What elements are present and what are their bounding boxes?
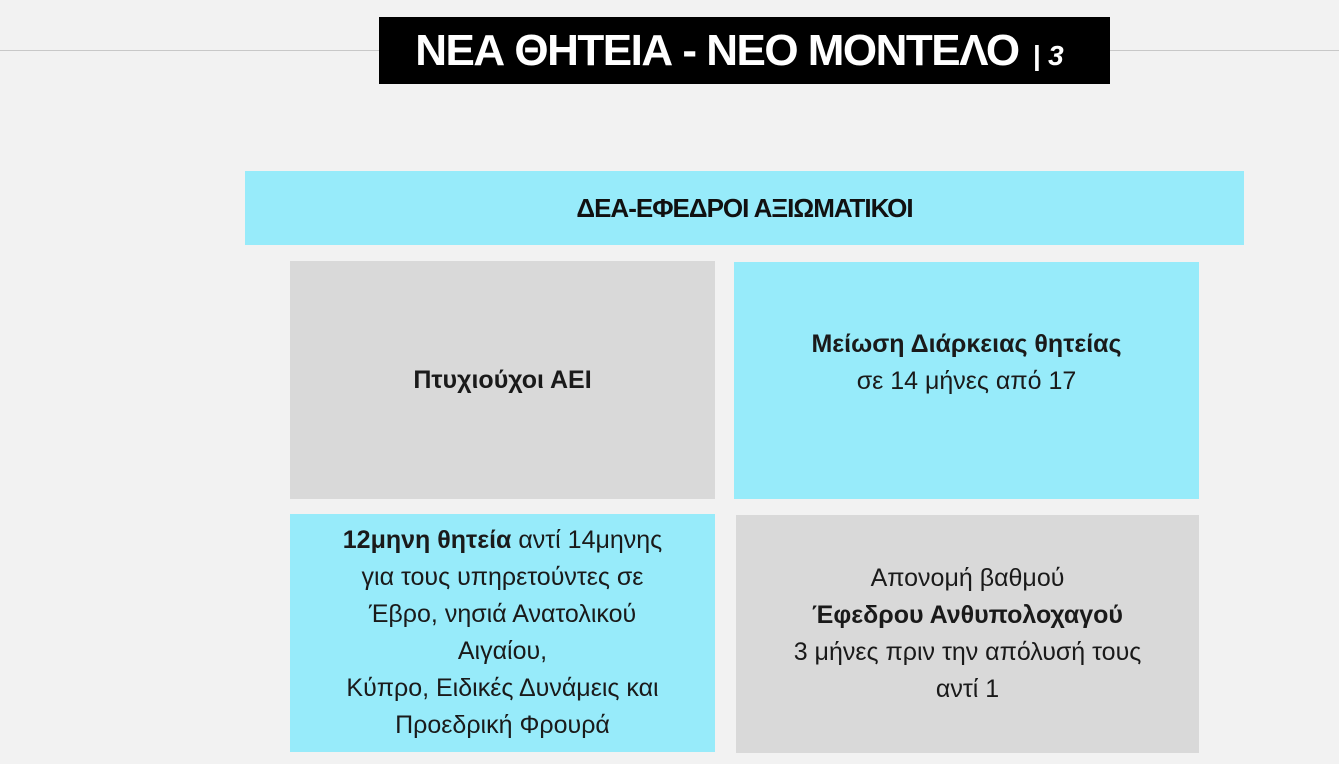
divider-line-left [0, 50, 380, 51]
cell-12-month-line6: Προεδρική Φρουρά [395, 711, 610, 739]
cell-rank-award-line1: Απονομή βαθμού [870, 564, 1065, 592]
section-header-text: ΔΕΑ-ΕΦΕΔΡΟΙ ΑΞΙΩΜΑΤΙΚΟΙ [576, 192, 913, 223]
cell-12-month-line1-rest: αντί 14μηνης [511, 526, 663, 554]
cell-service-reduction-heading: Μείωση Διάρκειας θητείας [811, 329, 1122, 358]
cell-12-month-line5: Κύπρο, Ειδικές Δυνάμεις και [346, 674, 659, 702]
cell-service-reduction-detail: σε 14 μήνες από 17 [856, 366, 1077, 395]
cell-rank-award-line4: αντί 1 [935, 675, 1000, 703]
divider-line-right [1110, 50, 1339, 51]
cell-12-month-heading: 12μηνη θητεία [342, 526, 512, 554]
slide-number: | 3 [1032, 39, 1064, 71]
cell-rank-award [736, 515, 1199, 753]
section-header [245, 171, 1244, 245]
cell-12-month-line2: για τους υπηρετούντες σε [361, 563, 644, 591]
cell-12-month-service [290, 514, 715, 752]
cell-graduates [290, 261, 715, 499]
cell-service-reduction [734, 262, 1199, 499]
cell-rank-award-line3: 3 μήνες πριν την απόλυσή τους [793, 638, 1142, 666]
cell-12-month-line1 [343, 522, 662, 559]
slide-title-box [379, 17, 1110, 84]
cell-12-month-line4: Αιγαίου, [457, 637, 548, 665]
cell-12-month-line3: Έβρο, νησιά Ανατολικού [368, 600, 637, 628]
cell-rank-award-heading: Έφεδρου Ανθυπολοχαγού [812, 601, 1123, 629]
slide-title: ΝΕΑ ΘΗΤΕΙΑ - ΝΕΟ ΜΟΝΤΕΛΟ [415, 25, 1019, 75]
cell-graduates-text: Πτυχιούχοι ΑΕΙ [413, 365, 592, 394]
